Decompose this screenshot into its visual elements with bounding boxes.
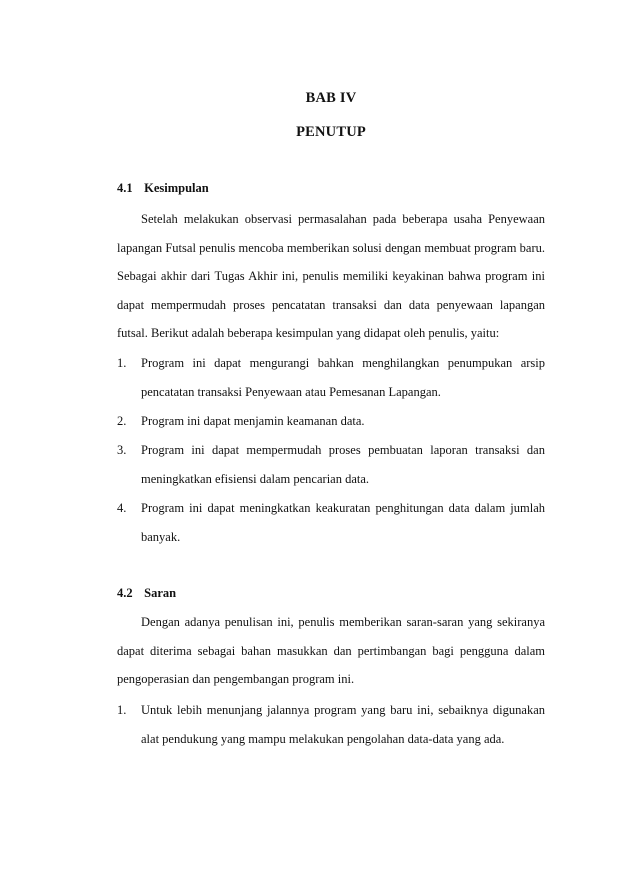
list-text: Program ini dapat mempermudah proses pembuatan laporan transaksi dan meningkatkan efisiensi dalam pencarian data. <box>141 443 545 486</box>
conclusion-list-item <box>117 494 545 551</box>
list-number: 3. <box>117 443 127 457</box>
section-heading-kesimpulan <box>117 181 209 196</box>
section-heading-saran <box>117 586 176 601</box>
list-number: 4. <box>117 501 127 515</box>
conclusion-list-item <box>117 407 545 436</box>
conclusion-list-item <box>117 436 545 493</box>
suggestion-intro-paragraph: Dengan adanya penulisan ini, penulis memberikan saran-saran yang sekiranya dapat diterima sebagai bahan masukkan dan pertimbangan bagi pengguna dalam pengoperasian dan pengembangan program ini. <box>117 615 545 687</box>
list-text: Program ini dapat mengurangi bahkan menghilangkan penumpukan arsip pencatatan transaksi Penyewaan atau Pemesanan Lapangan. <box>141 356 545 399</box>
list-number: 1. <box>117 356 127 370</box>
list-text: Untuk lebih menunjang jalannya program yang baru ini, sebaiknya digunakan alat pendukung yang mampu melakukan pengolahan data-data yang ada. <box>141 703 545 746</box>
list-number: 2. <box>117 414 127 428</box>
suggestion-list-item <box>117 696 545 753</box>
chapter-title: PENUTUP <box>296 124 366 140</box>
list-text: Program ini dapat menjamin keamanan data. <box>141 414 365 428</box>
section-number: 4.2 <box>117 586 133 600</box>
section-title: Saran <box>144 586 177 600</box>
list-number: 1. <box>117 703 127 717</box>
section-title: Kesimpulan <box>144 181 209 195</box>
conclusion-list-item <box>117 349 545 406</box>
list-text: Program ini dapat meningkatkan keakuratan penghitungan data dalam jumlah banyak. <box>141 501 545 544</box>
conclusion-intro-paragraph: Setelah melakukan observasi permasalahan pada beberapa usaha Penyewaan lapangan Futsal penulis mencoba memberikan solusi dengan membuat program baru. Sebagai akhir dari Tugas Akhir ini, penulis memiliki keyakinan bahwa program ini dapat mempermudah proses pencatatan transaksi dan data penyewaan lapangan futsal. Berikut adalah beberapa kesimpulan yang didapat oleh penulis, yaitu: <box>117 212 545 341</box>
section-number: 4.1 <box>117 181 133 195</box>
chapter-number: BAB IV <box>305 90 357 106</box>
